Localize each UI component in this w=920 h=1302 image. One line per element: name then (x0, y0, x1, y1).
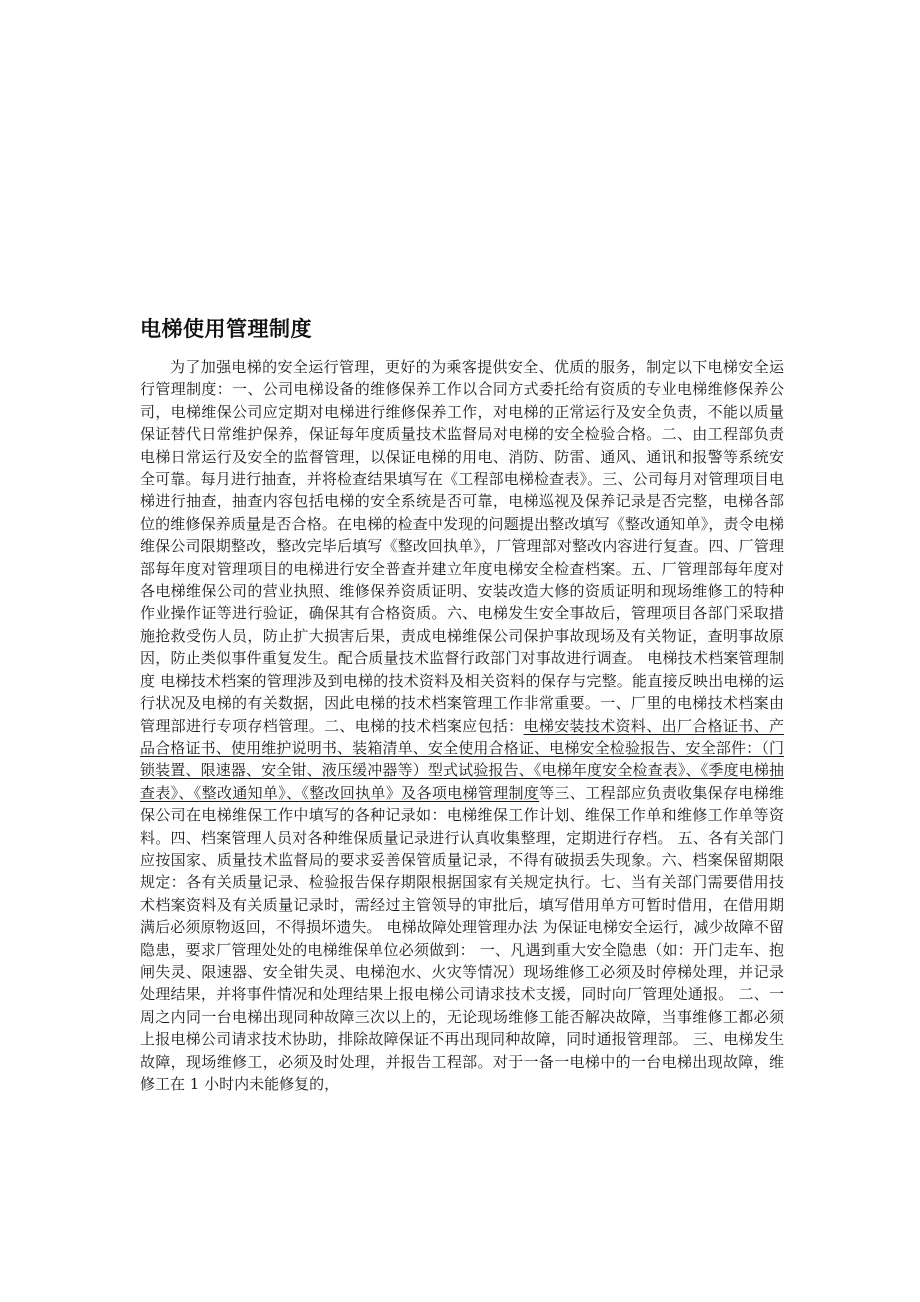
body-text-part1: 为了加强电梯的安全运行管理，更好的为乘客提供安全、优质的服务，制定以下电梯安全运行管理制度：一、公司电梯设备的维修保养工作以合同方式委托给有资质的专业电梯维修保养公司，电梯维保公司应定期对电梯进行维修保养工作，对电梯的正常运行及安全负责，不能以质量保证替代日常维护保养，保证每年度质量技术监督局对电梯的安全检验合格。二、由工程部负责电梯日常运行及安全的监督管理，以保证电梯的用电、消防、防雷、通风、通讯和报警等系统安全可靠。每月进行抽查，并将检查结果填写在《工程部电梯检查表》。三、公司每月对管理项目电梯进行抽查，抽查内容包括电梯的安全系统是否可靠，电梯巡视及保养记录是否完整，电梯各部位的维修保养质量是否合格。在电梯的检查中发现的问题提出整改填写《整改通知单》，责令电梯维保公司限期整改，整改完毕后填写《整改回执单》，厂管理部对整改内容进行复查。四、厂管理部每年度对管理项目的电梯进行安全普查并建立年度电梯安全检查档案。五、厂管理部每年度对各电梯维保公司的营业执照、维修保养资质证明、安装改造大修的资质证明和现场维修工的特种作业操作证等进行验证，确保其有合格资质。六、电梯发生安全事故后，管理项目各部门采取措施抢救受伤人员，防止扩大损害后果，责成电梯维保公司保护事故现场及有关物证，查明事故原因，防止类似事件重复发生。配合质量技术监督行政部门对事故进行调查。 电梯技术档案管理制度 电梯技术档案的管理涉及到电梯的技术资料及相关资料的保存与完整。能直接反映出电梯的运行状况及电梯的有关数据，因此电梯的技术档案管理工作非常重要。一、厂里的电梯技术档案由管理部进行专项存档管理。二、电梯的技术档案应包括： (140, 358, 784, 735)
document-title: 电梯使用管理制度 (140, 317, 312, 341)
document-content (140, 312, 784, 1095)
document-body (140, 356, 784, 1095)
body-text-part2: 等三、工程部应负责收集保存电梯维保公司在电梯维保工作中填写的各种记录如：电梯维保工作计划、维保工作单和维修工作单等资料。四、档案管理人员对各种维保质量记录进行认真收集整理，定期进行存档。 五、各有关部门应按国家、质量技术监督局的要求妥善保管质量记录，不得有破损丢失现象。六、档案保留期限规定：各有关质量记录、检验报告保存期限根据国家有关规定执行。七、当有关部门需要借用技术档案资料及有关质量记录时，需经过主管领导的审批后，填写借用单方可暂时借用，在借用期满后必须原物返回，不得损坏遗失。 电梯故障处理管理办法 为保证电梯安全运行，减少故障不留隐患，要求厂管理处处的电梯维保单位必须做到： 一、凡遇到重大安全隐患（如：开门走车、抱闸失灵、限速器、安全钳失灵、电梯泡水、火灾等情况）现场维修工必须及时停梯处理，并记录处理结果，并将事件情况和处理结果上报电梯公司请求技术支援，同时向厂管理处通报。 二、一周之内同一台电梯出现同种故障三次以上的，无论现场维修工能否解决故障，当事维修工都必须上报电梯公司请求技术协助，排除故障保证不再出现同种故障，同时通报管理部。 三、电梯发生故障，现场维修工，必须及时处理，并报告工程部。对于一备一电梯中的一台电梯出现故障，维修工在 1 小时内未能修复的， (140, 783, 784, 1093)
body-text-underlined: 电梯安装技术资料、出厂合格证书、产品合格证书、使用维护说明书、装箱清单、安全使用合格证、电梯安全检验报告、安全部件：（门锁装置、限速器、安全钳、液压缓冲器等）型式试验报告、《电梯年度安全检查表》、《季度电梯抽查表》、《整改通知单》、《整改回执单》及各项电梯管理制度 (140, 716, 784, 802)
